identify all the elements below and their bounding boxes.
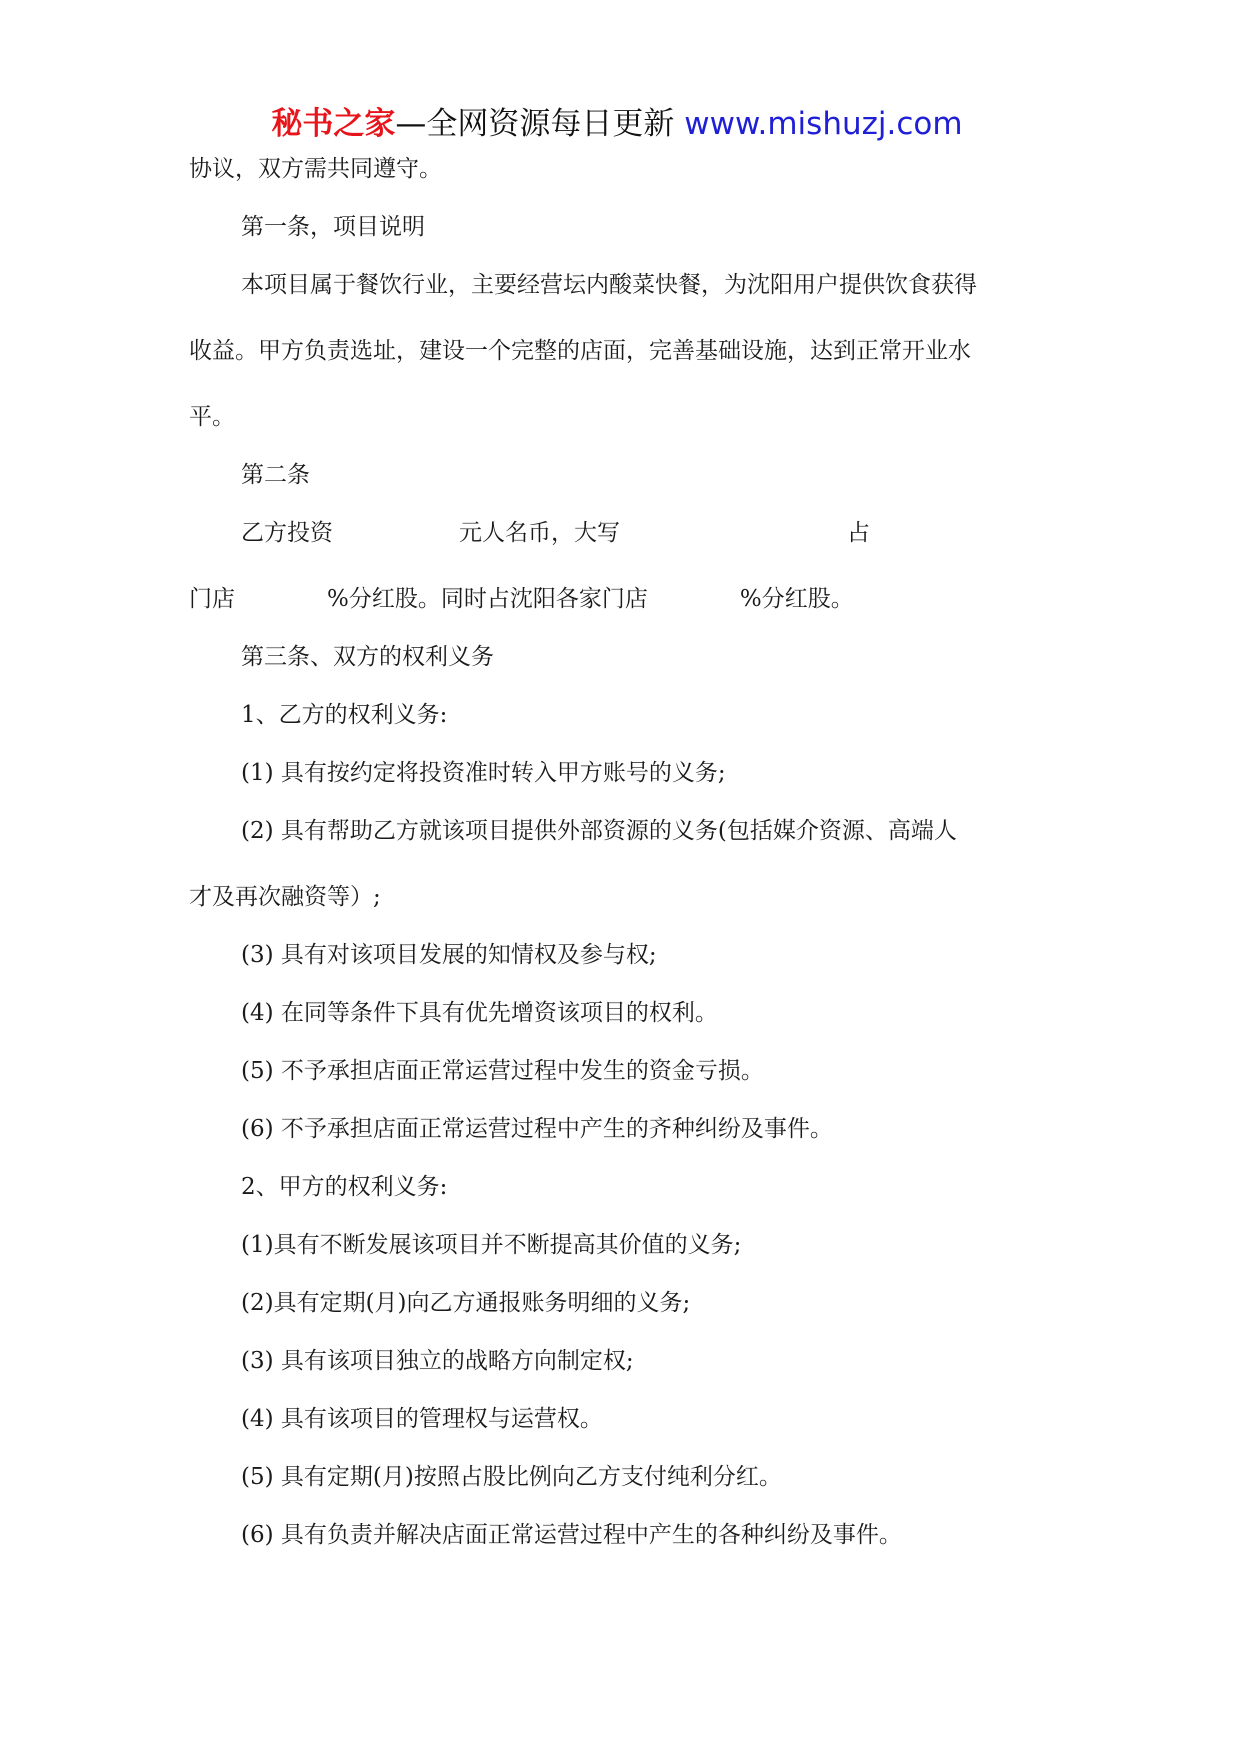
party-b-item-5: (5) 不予承担店面正常运营过程中发生的资金亏损。 [241, 1058, 764, 1084]
article-1-text-line-3: 平。 [189, 404, 235, 430]
party-b-item-4: (4) 在同等条件下具有优先增资该项目的权利。 [241, 1000, 718, 1026]
party-b-item-2-line-1: (2) 具有帮助乙方就该项目提供外部资源的义务(包括媒介资源、高端人 [241, 818, 957, 844]
party-a-rights-heading: 2、甲方的权利义务: [241, 1174, 448, 1200]
dividend-text-end: %分红股。 [739, 586, 854, 612]
party-a-item-6: (6) 具有负责并解决店面正常运营过程中产生的各种纠纷及事件。 [241, 1522, 902, 1548]
party-b-rights-heading: 1、乙方的权利义务: [241, 702, 448, 728]
investment-label: 乙方投资 [241, 520, 333, 546]
party-a-item-2: (2)具有定期(月)向乙方通报账务明细的义务; [241, 1290, 691, 1316]
party-b-item-6: (6) 不予承担店面正常运营过程中产生的齐种纠纷及事件。 [241, 1116, 833, 1142]
article-1-heading: 第一条，项目说明 [241, 214, 425, 240]
article-2-heading: 第二条 [241, 462, 310, 488]
share-label: 占 [847, 520, 870, 546]
party-a-item-5: (5) 具有定期(月)按照占股比例向乙方支付纯利分红。 [241, 1464, 782, 1490]
header-tagline: —全网资源每日更新 [395, 106, 685, 142]
article-3-heading: 第三条、双方的权利义务 [241, 644, 494, 670]
header-site-link[interactable]: www.mishuzj.com [684, 106, 963, 142]
investment-amount-line [241, 516, 870, 550]
article-1-text-line-2: 收益。甲方负责选址，建设一个完整的店面，完善基础设施，达到正常开业水 [189, 338, 971, 364]
header-brand: 秘书之家 [271, 106, 396, 142]
party-b-item-1: (1) 具有按约定将投资准时转入甲方账号的义务; [241, 760, 726, 786]
party-a-item-3: (3) 具有该项目独立的战略方向制定权; [241, 1348, 634, 1374]
party-a-item-1: (1)具有不断发展该项目并不断提高其价值的义务; [241, 1232, 742, 1258]
store-label: 门店 [189, 586, 235, 612]
dividend-text: %分红股。同时占沈阳各家门店 [327, 586, 648, 612]
body-line-1: 协议，双方需共同遵守。 [189, 156, 442, 182]
dividend-share-line [189, 582, 854, 616]
page-header [0, 100, 1234, 148]
party-b-item-2-line-2: 才及再次融资等）; [189, 884, 381, 910]
currency-label: 元人名币，大写 [459, 520, 620, 546]
article-1-text-line-1: 本项目属于餐饮行业，主要经营坛内酸菜快餐，为沈阳用户提供饮食获得 [241, 272, 977, 298]
party-b-item-3: (3) 具有对该项目发展的知情权及参与权; [241, 942, 657, 968]
party-a-item-4: (4) 具有该项目的管理权与运营权。 [241, 1406, 603, 1432]
